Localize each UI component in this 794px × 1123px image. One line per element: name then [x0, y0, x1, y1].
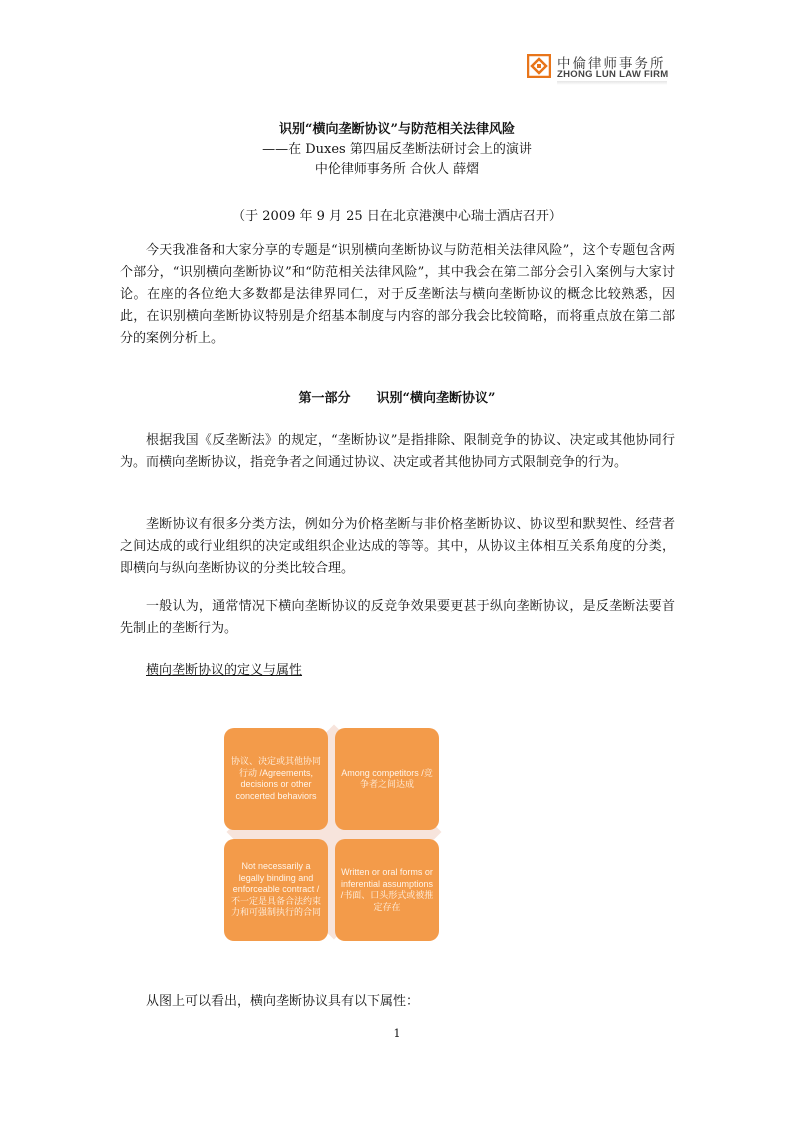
diagram-box-forms: Written or oral forms or inferential assumptions /书面、口头形式或被推定存在 — [335, 839, 439, 941]
diagram-box-agreements: 协议、决定或其他协同行动 /Agreements, decisions or other concerted behaviors — [224, 728, 328, 830]
diagram-box-not-binding: Not necessarily a legally binding and enforceable contract /不一定是具备合法约束力和可强制执行的合同 — [224, 839, 328, 941]
attributes-diagram — [200, 698, 465, 966]
body-paragraph: 根据我国《反垄断法》的规定，“垄断协议”是指排除、限制竞争的协议、决定或其他协同行为。而横向垄断协议，指竞争者之间通过协议、决定或者其他协同方式限制竞争的行为。 — [120, 433, 675, 470]
body-paragraph: 垄断协议有很多分类方法，例如分为价格垄断与非价格垄断协议、协议型和默契性、经营者之间达成的或行业组织的决定或组织企业达成的等等。其中，从协议主体相互关系角度的分类，即横向与纵向垄断协议的分类比较合理。 — [120, 517, 675, 576]
firm-logo — [527, 52, 677, 88]
document-author: 中伦律师事务所 合伙人 薛熠 — [314, 162, 480, 177]
section-title: 识别“横向垄断协议” — [376, 391, 496, 406]
section-part-label: 第一部分 — [298, 391, 351, 406]
logo-chinese-name: 中倫律师事务所 — [557, 56, 666, 72]
logo-english-name: ZHONG LUN LAW FIRM — [557, 69, 669, 80]
body-paragraph: 一般认为，通常情况下横向垄断协议的反竞争效果要更甚于纵向垄断协议，是反垄断法要首先制止的垄断行为。 — [120, 599, 675, 636]
subheading: 横向垄断协议的定义与属性 — [146, 663, 303, 678]
closing-line: 从图上可以看出，横向垄断协议具有以下属性： — [146, 994, 420, 1009]
section-heading — [0, 387, 794, 406]
document-title-block — [0, 120, 794, 180]
intro-paragraph: 今天我准备和大家分享的专题是“识别横向垄断协议与防范相关法律风险”，这个专题包含两个部分，“识别横向垄断协议”和“防范相关法律风险”，其中我会在第二部分会引入案例与大家讨论。在座的各位绝大多数都是法律界同仁，对于反垄断法与横向垄断协议的概念比较熟悉，因此，在识别横向垄断协议特别是介绍基本制度与内容的部分我会比较简略，而将重点放在第二部分的案例分析上。 — [120, 243, 675, 346]
page-number: 1 — [393, 1027, 401, 1040]
document-title: 识别“横向垄断协议”与防范相关法律风险 — [279, 122, 515, 137]
event-date: （于 2009 年 9 月 25 日在北京港澳中心瑞士酒店召开） — [232, 209, 562, 224]
logo-reflection — [557, 81, 667, 85]
zhonglun-logo-icon — [527, 54, 551, 78]
document-subtitle: ——在 Duxes 第四届反垄断法研讨会上的演讲 — [262, 142, 532, 157]
diagram-box-competitors: Among competitors /竞争者之间达成 — [335, 728, 439, 830]
